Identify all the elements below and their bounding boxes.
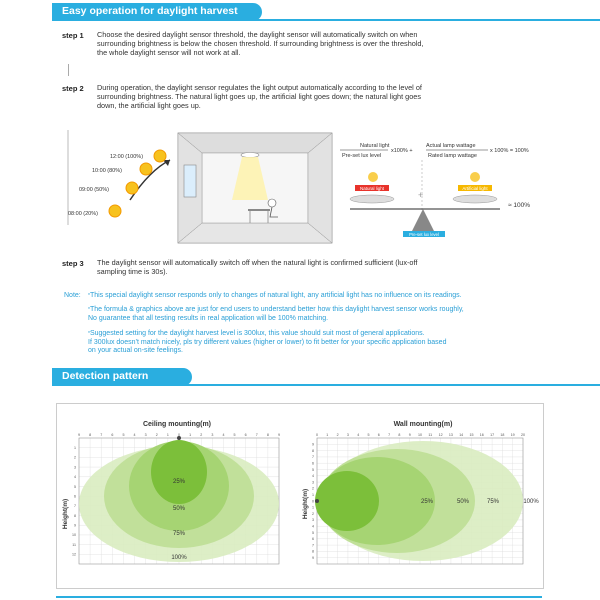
x-tick-label: 10 <box>418 433 422 437</box>
y-tick-label: 7 <box>74 504 76 509</box>
wall-ylabel: Height(m) <box>302 488 309 520</box>
x-tick-label: 0 <box>316 433 318 437</box>
y-tick-label: 1 <box>312 505 314 510</box>
formula-equals: x 100% = 100% <box>490 148 529 154</box>
x-tick-label: 9 <box>408 433 411 437</box>
note-item: *The formula & graphics above are just for end users to understand better how this daylight harvest sensor works roughly, No guarantee that all testing results in real application will be 100% matching. <box>88 306 464 322</box>
time-label: 12:00 (100%) <box>110 154 144 160</box>
sun-icon <box>126 182 138 194</box>
y-tick-label: 2 <box>312 486 314 491</box>
x-tick-label: 9 <box>278 433 280 437</box>
note-item: *Suggested setting for the daylight harvest level is 300lux, this value should suit most of general applications. If 300lux doesn’t match nicely, pls try different values (higher or lower) to fit better for your specific application based on your actual on-site feelings. <box>88 330 447 355</box>
desk-icon <box>248 209 270 211</box>
y-tick-label: 10 <box>72 533 76 538</box>
x-tick-label: 1 <box>189 433 192 437</box>
y-tick-label: 6 <box>312 537 314 542</box>
y-tick-label: 4 <box>312 524 314 529</box>
x-tick-label: 8 <box>89 433 92 437</box>
x-tick-label: 3 <box>346 433 349 437</box>
ceiling-ylabel: Height(m) <box>62 498 69 530</box>
y-tick-label: 3 <box>74 465 76 470</box>
x-tick-label: 12 <box>438 433 443 437</box>
step-1-text: Choose the desired daylight sensor threshold, the daylight sensor will automatically switch on when surrounding brightness is below the chosen threshold. If surrounding brightness is over the threshold, the whole daylight sensor will not work at all. <box>97 30 424 57</box>
section-title: Detection pattern <box>62 370 149 382</box>
window-icon <box>184 165 196 197</box>
x-tick-label: 5 <box>367 433 370 437</box>
note-prefix: Note: <box>64 292 81 299</box>
y-tick-label: 8 <box>312 448 314 453</box>
balance-scale <box>350 172 530 237</box>
ceiling-chart <box>57 404 297 588</box>
divider <box>68 64 69 76</box>
x-tick-label: 18 <box>500 433 505 437</box>
wall-title: Wall mounting(m) <box>393 421 453 428</box>
room-illustration <box>178 133 332 243</box>
x-tick-label: 4 <box>222 433 225 437</box>
y-tick-label: 2 <box>312 511 314 516</box>
ceiling-title: Ceiling mounting(m) <box>142 421 212 428</box>
svg-text:Artificial light: Artificial light <box>462 186 488 191</box>
x-tick-label: 5 <box>233 433 236 437</box>
x-tick-label: 2 <box>200 433 203 437</box>
svg-text:+: + <box>418 190 424 200</box>
x-tick-label: 16 <box>479 433 484 437</box>
x-tick-label: 19 <box>510 433 515 437</box>
detection-panel <box>56 403 544 589</box>
y-tick-label: 8 <box>312 549 314 554</box>
sun-icon <box>109 205 121 217</box>
formula-x100-plus: x100% + <box>391 148 413 154</box>
y-tick-label: 1 <box>74 445 76 450</box>
x-tick-label: 17 <box>490 433 495 437</box>
note-item: *This special daylight sensor responds only to changes of natural light, any artificial light has no influence on its readings. <box>88 292 462 299</box>
zone-label: 75% <box>172 531 186 537</box>
x-tick-label: 8 <box>266 433 269 437</box>
wall-chart <box>297 404 543 588</box>
zone-label: 25% <box>420 499 434 505</box>
y-tick-label: 0 <box>312 499 314 504</box>
svg-text:Pre-set lux level: Pre-set lux level <box>409 232 439 237</box>
y-tick-label: 4 <box>74 475 76 480</box>
x-tick-label: 6 <box>244 433 247 437</box>
x-tick-label: 11 <box>428 433 433 437</box>
y-tick-label: 7 <box>312 543 314 548</box>
time-label: 10:00 (80%) <box>92 168 122 174</box>
x-tick-label: 6 <box>377 433 380 437</box>
daylight-illustration <box>60 125 550 245</box>
x-tick-label: 7 <box>255 433 258 437</box>
x-tick-label: 1 <box>166 433 169 437</box>
y-tick-label: 9 <box>312 442 314 447</box>
zone-label: 100% <box>523 499 539 505</box>
x-tick-label: 7 <box>388 433 391 437</box>
result-label: ≈ 100% <box>508 202 530 209</box>
y-tick-label: 12 <box>72 552 76 557</box>
zone-label: 50% <box>172 506 186 512</box>
x-tick-label: 8 <box>398 433 401 437</box>
formula-preset-lux: Pre-set lux level <box>342 153 382 159</box>
x-tick-label: 3 <box>144 433 147 437</box>
person-icon <box>268 199 276 207</box>
fulcrum <box>412 209 434 231</box>
section-title: Easy operation for daylight harvest <box>62 5 238 17</box>
x-tick-label: 1 <box>326 433 329 437</box>
time-label: 08:00 (20%) <box>68 211 98 217</box>
step-1-label: step 1 <box>62 31 84 40</box>
y-tick-label: 11 <box>72 542 76 547</box>
step-2-text: During operation, the daylight sensor regulates the light output automatically according to the level of surrounding brightness. The natural light goes up, the artificial light goes down; the natural light goes down, the artificial light goes up. <box>97 83 422 110</box>
x-tick-label: 6 <box>111 433 114 437</box>
time-label: 09:00 (50%) <box>79 187 109 193</box>
y-tick-label: 9 <box>74 523 76 528</box>
y-tick-label: 4 <box>312 474 314 479</box>
x-tick-label: 2 <box>155 433 158 437</box>
y-tick-label: 7 <box>312 455 314 460</box>
formula-actual-wattage: Actual lamp wattage <box>426 143 476 149</box>
x-tick-label: 15 <box>469 433 474 437</box>
sensor-point <box>315 499 319 503</box>
x-tick-label: 4 <box>357 433 360 437</box>
sun-icon <box>140 163 152 175</box>
y-tick-label: 3 <box>312 518 314 523</box>
y-tick-label: 2 <box>74 455 76 460</box>
x-tick-label: 0 <box>178 433 180 437</box>
section-banner-detection <box>52 368 600 388</box>
step-2-label: step 2 <box>62 84 84 93</box>
zone-25 <box>315 471 379 531</box>
svg-text:Natural light: Natural light <box>359 186 385 191</box>
zone-label: 50% <box>456 499 470 505</box>
x-tick-label: 7 <box>100 433 103 437</box>
y-tick-label: 5 <box>312 530 314 535</box>
zone-label: 100% <box>171 555 187 561</box>
y-tick-label: 8 <box>74 513 76 518</box>
zone-label: 25% <box>172 479 186 485</box>
ceiling-lamp-icon <box>241 153 259 158</box>
y-tick-label: 6 <box>312 461 314 466</box>
y-tick-label: 5 <box>312 467 314 472</box>
x-tick-label: 14 <box>459 433 464 437</box>
step-3-label: step 3 <box>62 259 84 268</box>
sun-icon <box>154 150 166 162</box>
y-tick-label: 6 <box>74 494 76 499</box>
step-3-text: The daylight sensor will automatically switch off when the natural light is confirmed sufficient (lux-off sampling time is 30s). <box>97 258 418 276</box>
x-tick-label: 4 <box>133 433 136 437</box>
zone-25 <box>151 440 207 504</box>
y-tick-label: 9 <box>312 556 314 560</box>
y-tick-label: 1 <box>312 493 314 497</box>
footer-rule <box>56 596 542 598</box>
formula-natural-light: Natural light <box>360 143 390 149</box>
x-tick-label: 3 <box>211 433 214 437</box>
section-banner-daylight <box>52 3 600 23</box>
x-tick-label: 5 <box>122 433 125 437</box>
formula <box>340 143 529 215</box>
x-tick-label: 20 <box>521 433 525 437</box>
y-tick-label: 5 <box>74 484 76 489</box>
x-tick-label: 2 <box>336 433 339 437</box>
x-tick-label: 13 <box>448 433 453 437</box>
y-tick-label: 3 <box>312 480 314 485</box>
formula-rated-wattage: Rated lamp wattage <box>428 153 477 159</box>
zone-label: 75% <box>486 499 500 505</box>
x-tick-label: 9 <box>78 433 80 437</box>
